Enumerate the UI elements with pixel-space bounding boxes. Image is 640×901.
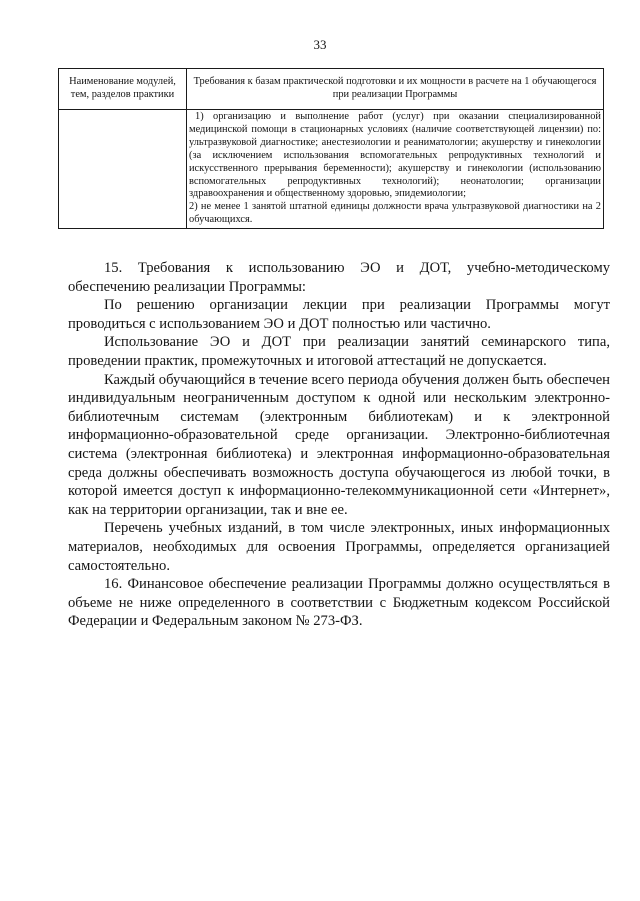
cell-module-name [59,110,187,229]
table-row [59,110,604,229]
header-modules: Наименование модулей, тем, разделов практики [59,69,187,110]
table-header-row [59,69,604,110]
page-number: 33 [313,37,327,52]
requirement-item-2: 2) не менее 1 занятой штатной единицы должности врача ультразвуковой диагностики на 2 обучающихся. [189,201,601,226]
cell-requirements [187,110,604,229]
header-requirements: Требования к базам практической подготовки и их мощности в расчете на 1 обучающегося при реализации Программы [187,69,604,110]
document-body [68,259,610,631]
requirements-table [58,68,604,229]
paragraph-16-financing: 16. Финансовое обеспечение реализации Программы должно осуществляться в объеме не ниже определенного в соответствии с Бюджетным кодексом Российской Федерации и Федеральным законом № 273-ФЗ. [68,576,610,630]
paragraph-15-heading: 15. Требования к использованию ЭО и ДОТ, учебно-методическому обеспечению реализации Программы: [68,260,610,295]
paragraph-publications: Перечень учебных изданий, в том числе электронных, иных информационных материалов, необходимых для освоения Программы, определяется организацией самостоятельно. [68,520,610,574]
paragraph-library-access: Каждый обучающийся в течение всего периода обучения должен быть обеспечен индивидуальным неограниченным доступом к одной или нескольким электронно-библиотечным системам (электронным библиотекам) и к электронной информационно-образовательной среде организации. Электронно-библиотечная система (электронная библиотека) и электронная информационно-образовательная среда должны обеспечивать возможность доступа обучающегося из любой точки, в которой имеется доступ к информационно-телекоммуникационной сети «Интернет», как на территории организации, так и вне ее. [68,371,610,518]
paragraph-seminars: Использование ЭО и ДОТ при реализации занятий семинарского типа, проведении практик, промежуточных и итоговой аттестаций не допускается. [68,334,610,369]
paragraph-lectures: По решению организации лекции при реализации Программы могут проводиться с использованием ЭО и ДОТ полностью или частично. [68,297,610,332]
requirement-item-1: 1) организацию и выполнение работ (услуг) при оказании специализированной медицинской помощи в стационарных условиях (наличие соответствующей лицензии) по: ультразвуковой диагностике; анестезиологии и реаниматологии; акушерству и гинекологии (за исключением использования вспомогательных репродуктивных технологий и искусственного прерывания беременности); акушерству и гинекологии (использованию вспомогательных репродуктивных технологий); неонатологии; организации здравоохранения и общественному здоровью, эпидемиологии; [189,111,601,200]
